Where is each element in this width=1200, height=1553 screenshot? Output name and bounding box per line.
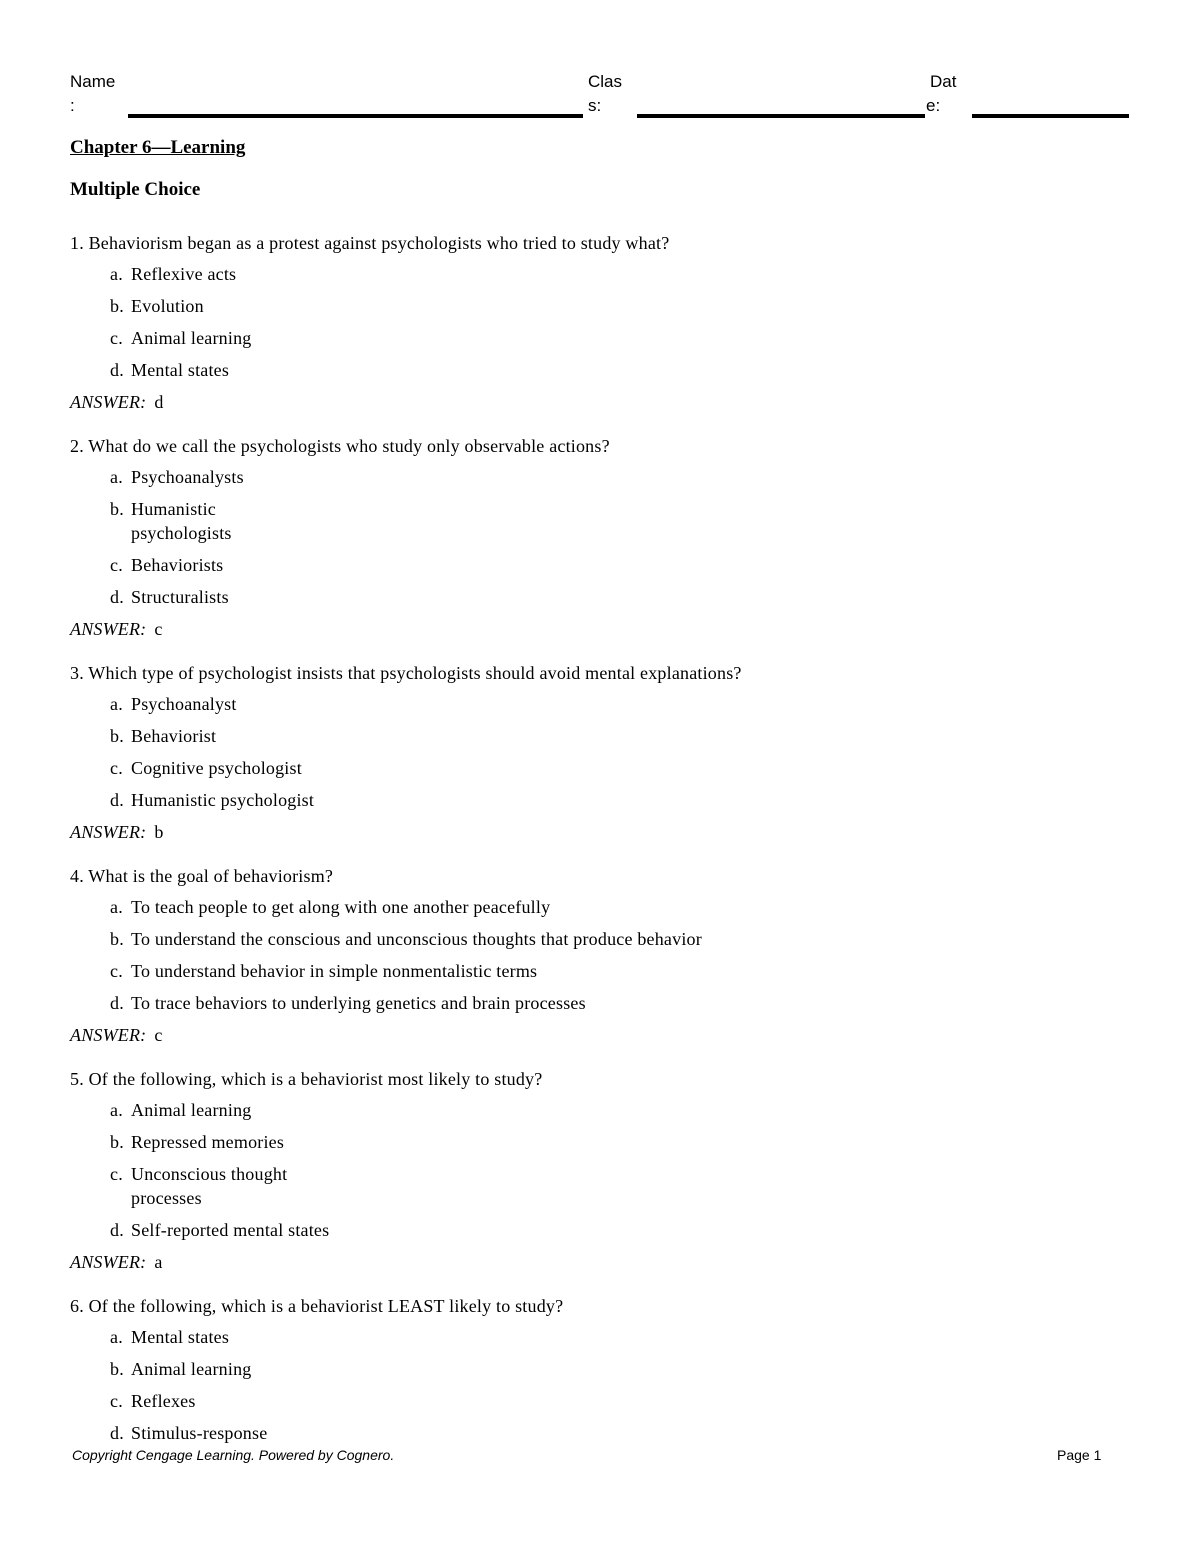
choice-letter: b. <box>110 726 124 746</box>
choice-c <box>110 1162 1130 1210</box>
choice-a <box>110 465 1130 489</box>
question-stem: 3. Which type of psychologist insists that psychologists should avoid mental explanations? <box>70 663 742 683</box>
choice-letter: d. <box>110 790 124 810</box>
choice-letter: a. <box>110 1100 123 1120</box>
choice-text: Structuralists <box>131 587 229 607</box>
choice-c <box>110 326 1130 350</box>
choice-d <box>110 1218 1130 1242</box>
choice-text: Evolution <box>131 296 204 316</box>
choice-a <box>110 262 1130 286</box>
choice-c <box>110 1389 1130 1413</box>
choice-text: To trace behaviors to underlying genetics and brain processes <box>131 993 586 1013</box>
choice-text: Reflexes <box>131 1391 196 1411</box>
choice-c <box>110 959 1130 983</box>
answer-value: a <box>154 1252 163 1272</box>
answer-label: ANSWER: <box>70 619 147 639</box>
choice-text: Mental states <box>131 360 230 380</box>
name-label-colon: : <box>70 96 75 115</box>
answer-label: ANSWER: <box>70 822 147 842</box>
choice-text: To understand behavior in simple nonmentalistic terms <box>131 961 538 981</box>
answer-value: d <box>154 392 164 412</box>
choice-d <box>110 358 1130 382</box>
answer-line <box>70 390 1130 414</box>
date-label-bottom: e: <box>926 96 941 115</box>
choice-text: Unconscious thought processes <box>131 1164 288 1208</box>
choice-letter: c. <box>110 758 123 778</box>
choice-text: Self-reported mental states <box>131 1220 330 1240</box>
choice-text: Mental states <box>131 1327 230 1347</box>
choice-d <box>110 585 1130 609</box>
question-2 <box>70 435 1130 641</box>
choice-text: Cognitive psychologist <box>131 758 302 778</box>
choice-letter: b. <box>110 296 124 316</box>
choice-letter: d. <box>110 1423 124 1443</box>
answer-line <box>70 820 1130 844</box>
question-6 <box>70 1295 1130 1445</box>
chapter-title: Chapter 6—Learning <box>70 137 246 158</box>
choice-letter: c. <box>110 555 123 575</box>
footer-copyright: Copyright Cengage Learning. Powered by Cognero. <box>72 1447 395 1463</box>
choice-text: Stimulus-response <box>131 1423 268 1443</box>
choice-text: Humanistic psychologist <box>131 790 315 810</box>
choice-text: Humanistic psychologists <box>131 499 232 543</box>
name-field-line[interactable] <box>128 114 583 118</box>
choice-letter: b. <box>110 1132 124 1152</box>
choice-b <box>110 294 1130 318</box>
answer-value: c <box>154 619 163 639</box>
question-stem: 1. Behaviorism began as a protest against psychologists who tried to study what? <box>70 233 670 253</box>
answer-line <box>70 617 1130 641</box>
answer-value: c <box>154 1025 163 1045</box>
class-label-top: Clas <box>588 72 623 91</box>
answer-value: b <box>154 822 164 842</box>
choice-text: To teach people to get along with one another peacefully <box>131 897 551 917</box>
choice-letter: a. <box>110 694 123 714</box>
answer-label: ANSWER: <box>70 1252 147 1272</box>
choice-letter: d. <box>110 993 124 1013</box>
choice-text: Behaviorists <box>131 555 224 575</box>
name-label-top: Name <box>70 72 116 91</box>
choice-c <box>110 553 1130 577</box>
choice-letter: a. <box>110 467 123 487</box>
question-list <box>70 232 1130 1466</box>
question-1 <box>70 232 1130 414</box>
choice-text: Repressed memories <box>131 1132 285 1152</box>
choice-text: Animal learning <box>131 328 252 348</box>
class-label-bottom: s: <box>588 96 602 115</box>
choice-text: To understand the conscious and unconscious thoughts that produce behavior <box>131 929 702 949</box>
choice-d <box>110 991 1130 1015</box>
choice-letter: c. <box>110 328 123 348</box>
question-stem: 5. Of the following, which is a behaviorist most likely to study? <box>70 1069 543 1089</box>
date-label-top: Dat <box>930 72 957 91</box>
question-stem: 2. What do we call the psychologists who study only observable actions? <box>70 436 610 456</box>
choice-letter: c. <box>110 1391 123 1411</box>
choice-text: Reflexive acts <box>131 264 237 284</box>
choice-c <box>110 756 1130 780</box>
choice-b <box>110 724 1130 748</box>
choice-letter: a. <box>110 1327 123 1347</box>
choice-a <box>110 1325 1130 1349</box>
choice-d <box>110 1421 1130 1445</box>
answer-line <box>70 1023 1130 1047</box>
answer-line <box>70 1250 1130 1274</box>
question-stem: 6. Of the following, which is a behaviorist LEAST likely to study? <box>70 1296 564 1316</box>
choice-letter: b. <box>110 1359 124 1379</box>
choice-a <box>110 1098 1130 1122</box>
question-4 <box>70 865 1130 1047</box>
choice-b <box>110 927 1130 951</box>
section-title: Multiple Choice <box>70 179 201 200</box>
choice-b <box>110 1357 1130 1381</box>
choice-a <box>110 895 1130 919</box>
date-field-line[interactable] <box>972 114 1129 118</box>
question-3 <box>70 662 1130 844</box>
choice-text: Psychoanalysts <box>131 467 244 487</box>
question-5 <box>70 1068 1130 1274</box>
choice-text: Behaviorist <box>131 726 217 746</box>
choice-letter: a. <box>110 264 123 284</box>
choice-a <box>110 692 1130 716</box>
choice-text: Psychoanalyst <box>131 694 237 714</box>
choice-letter: b. <box>110 499 124 519</box>
footer-page-number: Page 1 <box>1057 1447 1102 1463</box>
choice-letter: d. <box>110 587 124 607</box>
choice-d <box>110 788 1130 812</box>
class-field-line[interactable] <box>637 114 925 118</box>
choice-letter: a. <box>110 897 123 917</box>
choice-letter: c. <box>110 961 123 981</box>
choice-b <box>110 1130 1130 1154</box>
choice-letter: d. <box>110 1220 124 1240</box>
choice-text: Animal learning <box>131 1100 252 1120</box>
choice-letter: b. <box>110 929 124 949</box>
question-stem: 4. What is the goal of behaviorism? <box>70 866 334 886</box>
choice-b <box>110 497 1130 545</box>
answer-label: ANSWER: <box>70 1025 147 1045</box>
choice-text: Animal learning <box>131 1359 252 1379</box>
choice-letter: c. <box>110 1164 123 1184</box>
answer-label: ANSWER: <box>70 392 147 412</box>
choice-letter: d. <box>110 360 124 380</box>
